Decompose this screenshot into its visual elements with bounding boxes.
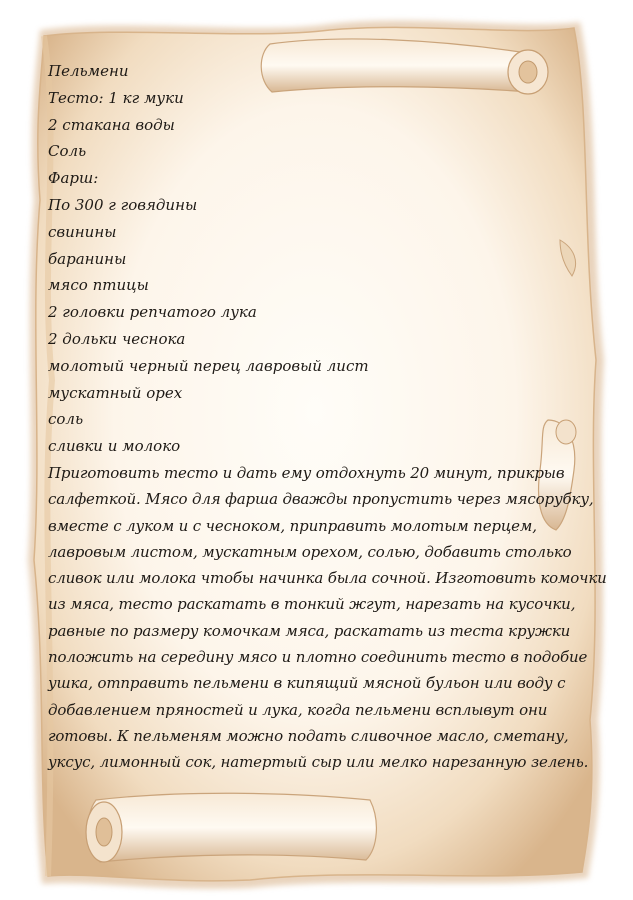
instruction-line: готовы. К пельменям можно подать сливочное масло, сметану,	[48, 726, 569, 745]
ingredient-line: Соль	[48, 142, 87, 161]
ingredient-line: сливки и молоко	[48, 437, 181, 456]
instruction-line: салфеткой. Мясо для фарша дважды пропустить через мясорубку,	[48, 490, 594, 509]
instruction-line: сливок или молока чтобы начинка была сочной. Изготовить комочки	[48, 569, 607, 588]
bottom-scroll-roll	[86, 793, 376, 862]
recipe-text	[48, 58, 607, 776]
instruction-line: уксус, лимонный сок, натертый сыр или мелко нарезанную зелень.	[48, 753, 589, 772]
ingredient-line: соль	[48, 410, 84, 429]
ingredient-line: Тесто: 1 кг муки	[48, 88, 184, 107]
ingredient-line: мясо птицы	[48, 276, 149, 295]
ingredient-line: мускатный орех	[48, 383, 183, 402]
ingredient-line: баранины	[48, 249, 127, 268]
ingredient-line: свинины	[48, 222, 117, 241]
recipe-title: Пельмени	[48, 62, 129, 80]
ingredient-line: 2 головки репчатого лука	[48, 303, 257, 322]
instruction-line: ушка, отправить пельмени в кипящий мясной бульон или воду с	[48, 674, 566, 693]
instruction-line: из мяса, тесто раскатать в тонкий жгут, нарезать на кусочки,	[48, 595, 576, 614]
ingredient-line: 2 дольки чеснока	[48, 329, 186, 348]
instruction-line: лавровым листом, мускатным орехом, солью, добавить столько	[48, 542, 572, 561]
ingredient-line: 2 стакана воды	[48, 115, 175, 134]
instruction-line: равные по размеру комочкам мяса, раскатать из теста кружки	[48, 621, 571, 640]
instruction-line: вместе с луком и с чесноком, приправить молотым перцем,	[48, 516, 537, 535]
ingredient-line: По 300 г говядины	[48, 195, 198, 214]
instruction-line: добавлением пряностей и лука, когда пельмени всплывут они	[48, 700, 548, 719]
instruction-line: положить на середину мясо и плотно соединить тесто в подобие	[48, 648, 588, 667]
ingredient-line: Фарш:	[48, 169, 99, 188]
instruction-line: Приготовить тесто и дать ему отдохнуть 20 минут, прикрыв	[48, 463, 565, 482]
ingredient-line: молотый черный перец лавровый лист	[48, 356, 369, 375]
